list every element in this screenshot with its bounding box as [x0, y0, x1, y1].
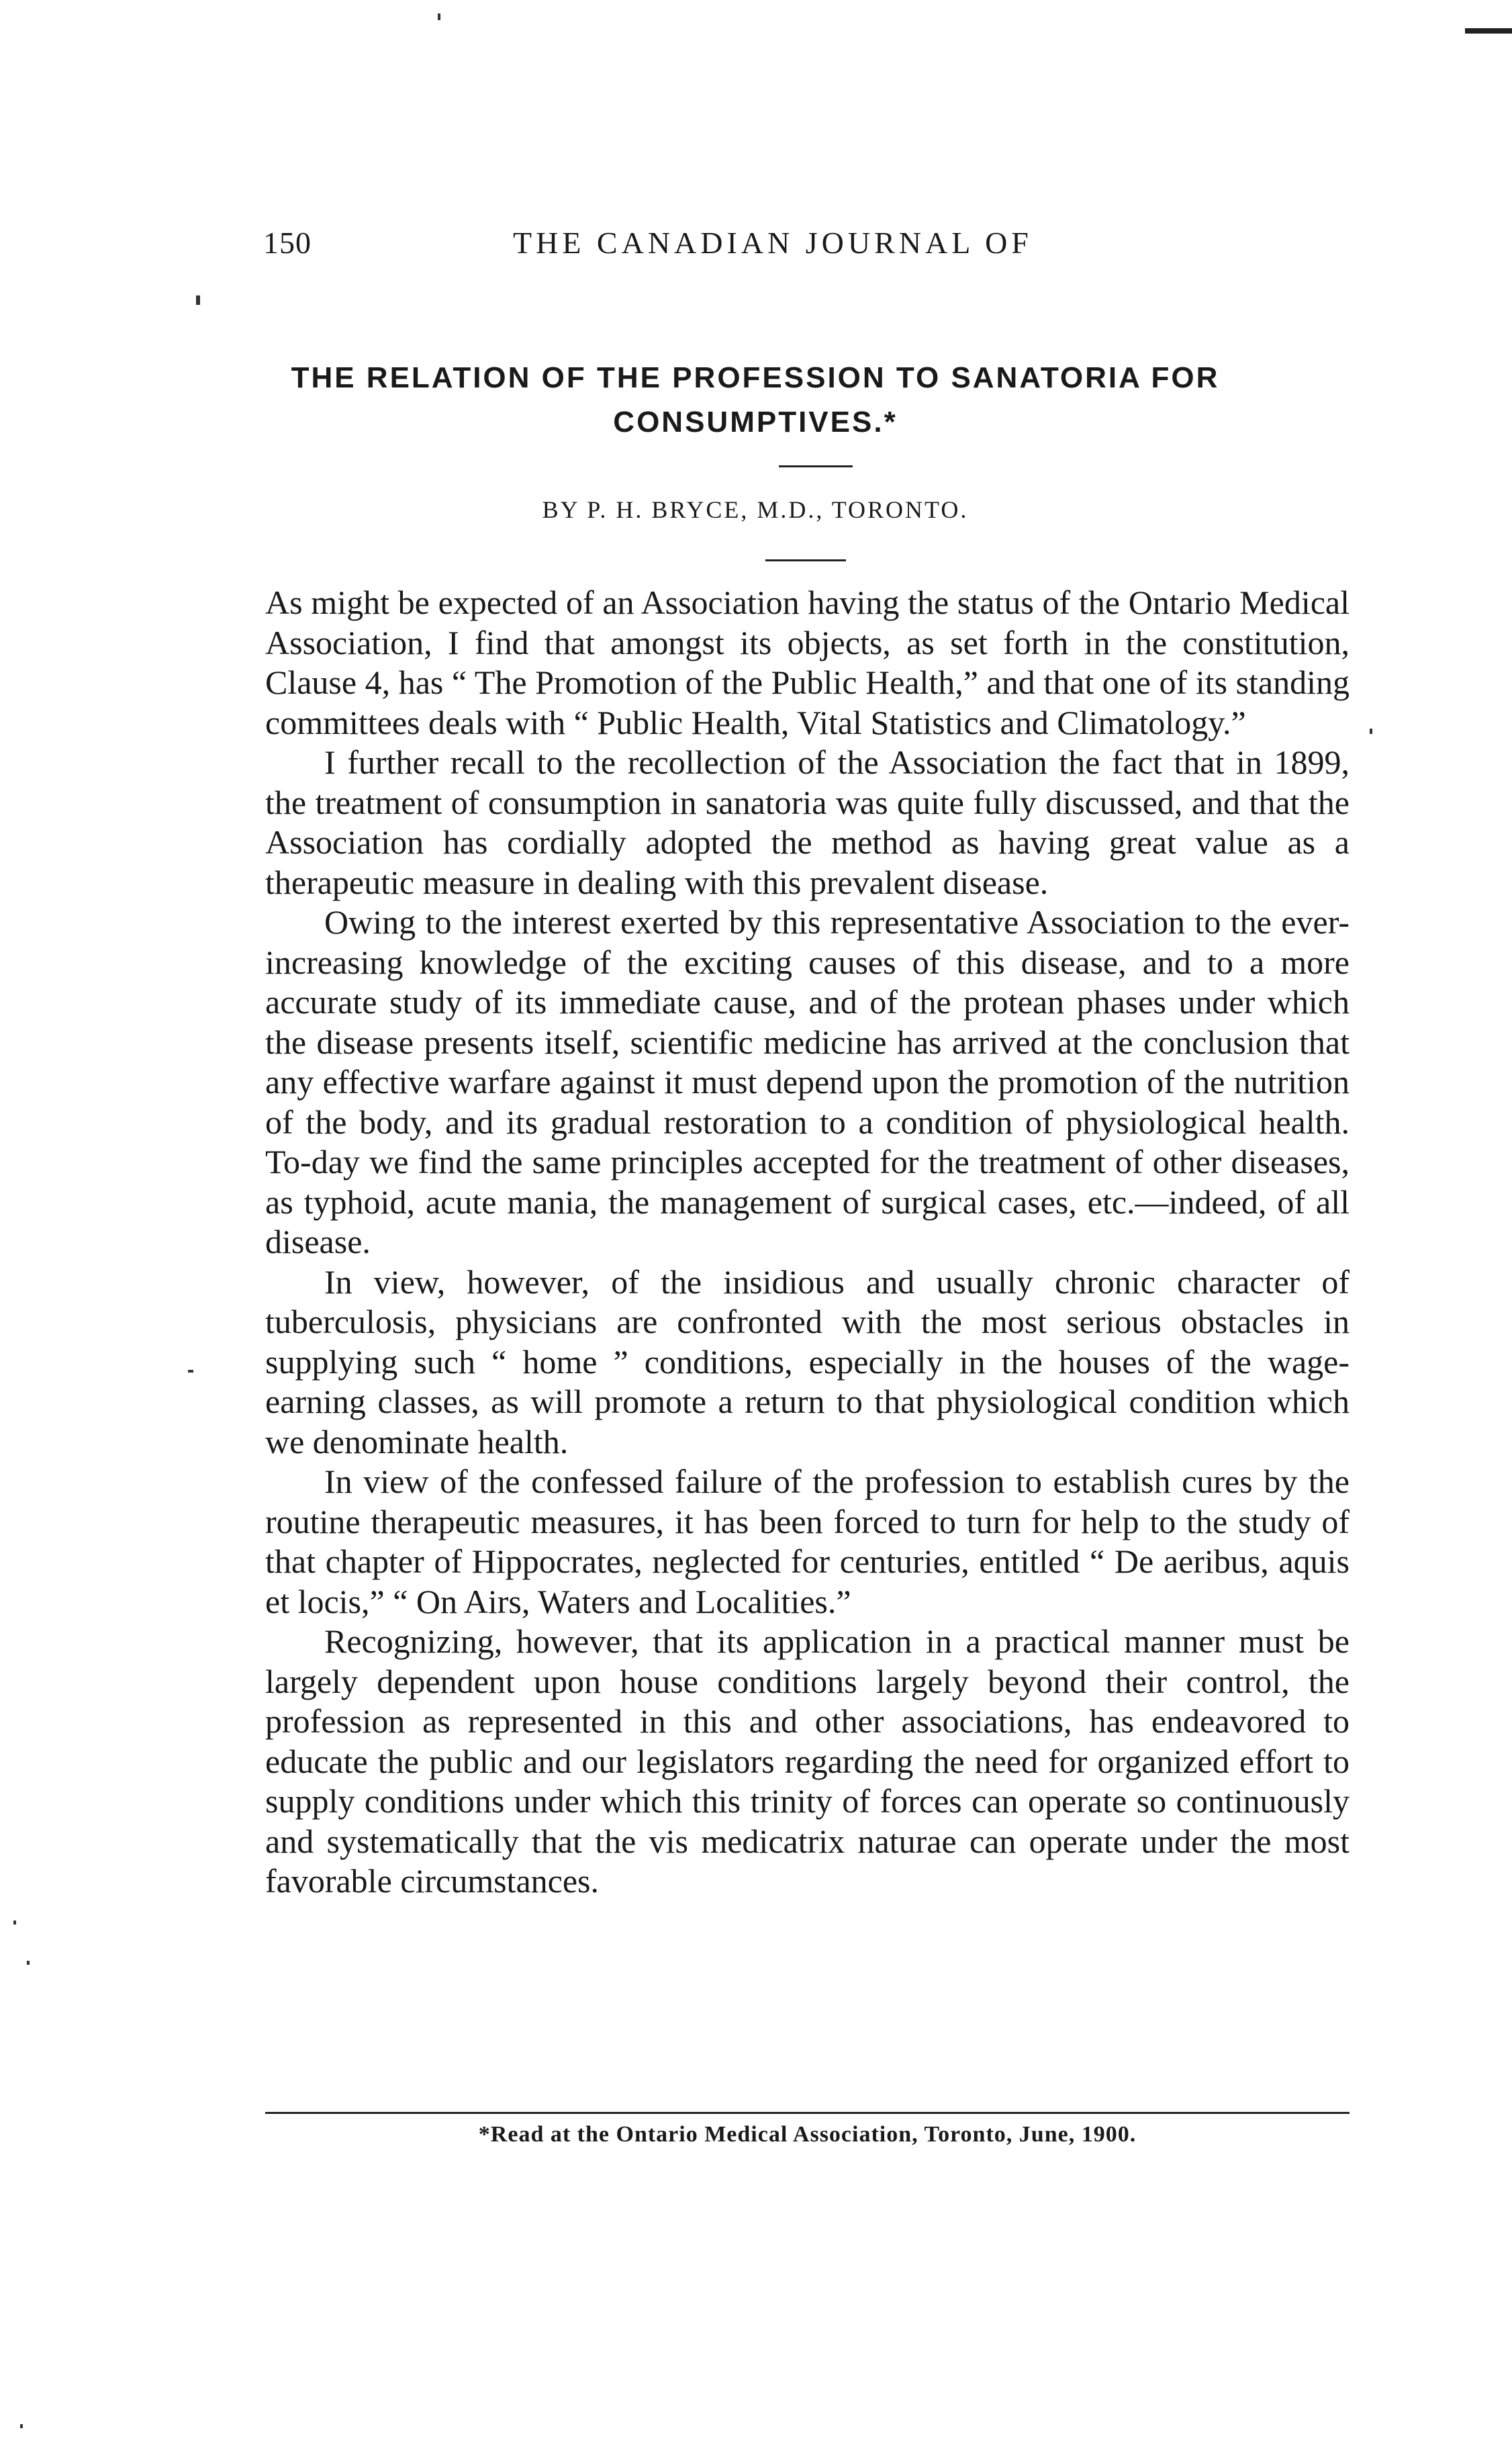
- body-paragraph: As might be expected of an Association having the status of the Ontario Medical Association, I find that amongst its objects, as set forth in the constitution, Clause 4, has “ The Promotion of the Public Health,” and that one of its standing committees deals with “ Public Health, Vital Statistics and Climatology.”: [265, 584, 1350, 741]
- scan-speck: [188, 1370, 193, 1373]
- journal-title: THE CANADIAN JOURNAL OF: [513, 226, 1033, 260]
- byline-divider: [765, 559, 846, 561]
- scan-speck: [20, 2424, 23, 2428]
- page-number: 150: [263, 226, 312, 260]
- article-body: [265, 583, 1350, 1902]
- author-byline: BY P. H. BRYCE, M.D., TORONTO.: [542, 496, 969, 523]
- article-title: THE RELATION OF THE PROFESSION TO SANATORIA FOR CONSUMPTIVES.*: [291, 361, 1220, 438]
- body-paragraph: I further recall to the recollection of the Association the fact that in 1899, the treatment of consumption in sanatoria was quite fully discussed, and that the Association has cordially adopted the method as having great value as a therapeutic measure in dealing with this prevalent disease.: [265, 743, 1350, 901]
- footnote-divider: [265, 2112, 1350, 2114]
- running-head: [263, 225, 1351, 265]
- scan-speck: [27, 1961, 30, 1965]
- body-paragraph: In view of the confessed failure of the profession to establish cures by the routine therapeutic measures, it has been forced to turn for help to the study of that chapter of Hippocrates, neglected for centuries, entitled “ De aeribus, aquis et locis,” “ On Airs, Waters and Localities.”: [265, 1463, 1350, 1620]
- scan-speck: [196, 295, 200, 305]
- scan-speck: [1370, 729, 1372, 734]
- scan-edge-mark: [1465, 28, 1512, 34]
- title-divider: [779, 465, 853, 467]
- body-paragraph: Owing to the interest exerted by this representative Association to the ever-increasing knowledge of the exciting causes of this disease, and to a more accurate study of its immediate cause, and of the protean phases under which the disease presents itself, scientific medicine has arrived at the conclusion that any effective warfare against it must depend upon the promotion of the nutrition of the body, and its gradual restoration to a condition of physiological health. To-day we find the same principles accepted for the treatment of other diseases, as typhoid, acute mania, the management of surgical cases, etc.—indeed, of all disease.: [265, 903, 1350, 1260]
- scan-speck: [438, 13, 440, 20]
- body-paragraph: In view, however, of the insidious and usually chronic character of tuberculosis, physicians are confronted with the most serious obstacles in supplying such “ home ” conditions, especially in the houses of the wage-earning classes, as will promote a return to that physiological condition which we denominate health.: [265, 1262, 1350, 1461]
- footnote: *Read at the Ontario Medical Association, Toronto, June, 1900.: [478, 2122, 1137, 2147]
- scan-speck: [13, 1921, 16, 1925]
- body-paragraph: Recognizing, however, that its application in a practical manner must be largely dependent upon house conditions largely beyond their control, the profession as represented in this and other associations, has endeavored to educate the public and our legislators regarding the need for organized effort to supply conditions under which this trinity of forces can operate so continuously and systematically that the vis medicatrix naturae can operate under the most favorable circumstances.: [265, 1622, 1350, 1900]
